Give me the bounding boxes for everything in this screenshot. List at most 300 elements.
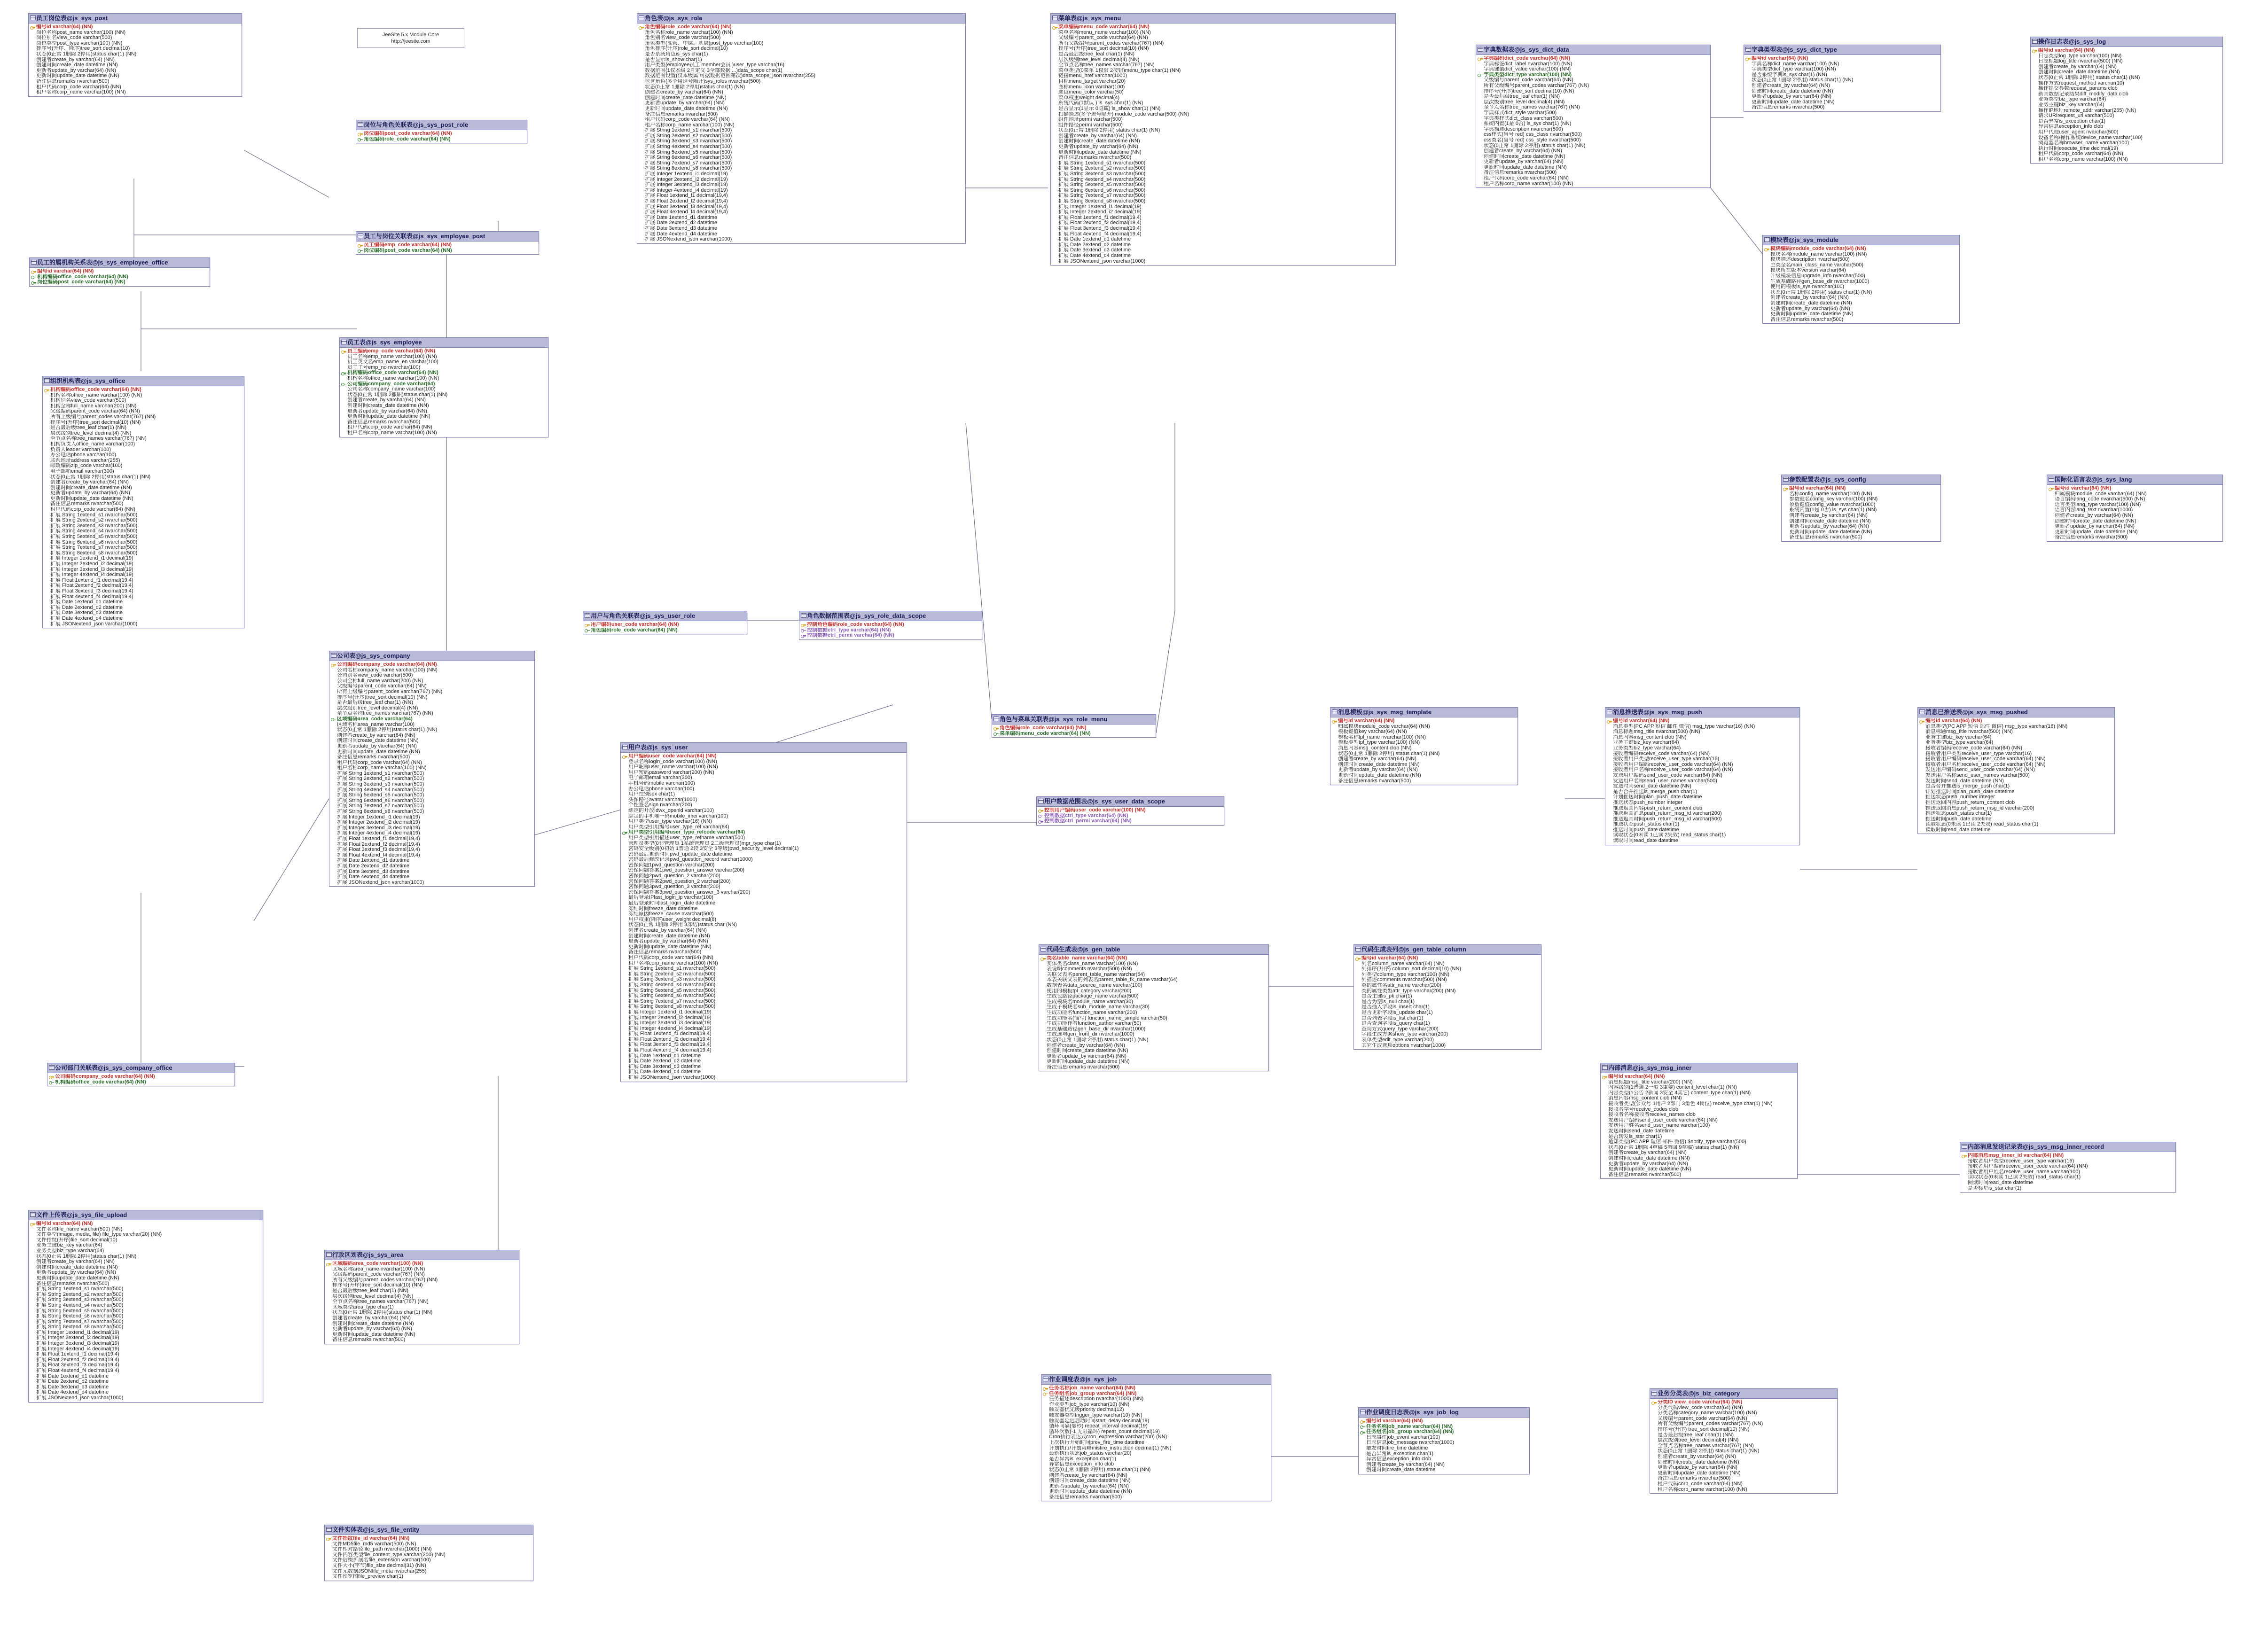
column	[1651, 1481, 1836, 1487]
column-label: 通知类型(PC APP 短信 邮件 微信) $notify_type varchar(500)	[1608, 1139, 1746, 1145]
column	[1355, 1010, 1540, 1016]
entity-header-biz_category	[1650, 1389, 1837, 1399]
column	[44, 583, 243, 589]
column-label: 发送用户编码send_user_code varchar(64) (NN)	[1608, 1117, 1718, 1123]
column-label: 用户密码password varchar(200) (NN)	[628, 770, 714, 775]
column	[1052, 144, 1394, 150]
entity-table-sys_dict_type[interactable]	[1744, 45, 1941, 112]
column	[1764, 290, 1958, 296]
column	[2032, 97, 2222, 102]
column-label: 创建时间create_date datetime (NN)	[1658, 1459, 1739, 1465]
column	[1040, 961, 1267, 967]
entity-table-sys_role_data_scope[interactable]	[799, 611, 982, 640]
column-label: 机构名称office_name varchar(100) (NN)	[50, 392, 142, 398]
foreign-key-icon	[49, 1080, 54, 1084]
column-label: 扩展 Float 4extend_f4 decimal(19,4)	[628, 1048, 712, 1053]
column-label: 登录名称login_code varchar(100) (NN)	[628, 759, 717, 764]
column-pk	[1042, 1386, 1270, 1391]
column-label: 状态(0正常 1删除 2停用) status char(1) (NN)	[1658, 1449, 1760, 1454]
column	[1606, 746, 1799, 751]
column	[1331, 746, 1517, 751]
column	[330, 760, 533, 766]
column	[30, 46, 241, 52]
column-label: 颜色menu_color varchar(50)	[1058, 90, 1124, 95]
column	[1040, 989, 1267, 994]
column-label: 循环间隔(毫秒) repeat_interval decimal(19)	[1049, 1424, 1148, 1429]
column-label: 扩展 Date 4extend_d4 datetime	[36, 1390, 109, 1395]
column-label: 排序号(升序)tree_sort decimal(10) (NN)	[1058, 46, 1149, 52]
entity-table-sys_file_entity[interactable]	[324, 1525, 533, 1581]
entity-table-sys_role[interactable]	[637, 13, 966, 244]
column-label: 绑定的开放Idwx_openid varchar(100)	[628, 808, 714, 813]
column-label: 任务名称job_name varchar(64) (NN)	[1366, 1424, 1453, 1429]
foreign-key-icon	[358, 249, 363, 252]
column	[1764, 317, 1958, 323]
column-label: 接收者用户名称receive_user_code varchar(64) (NN)	[1925, 762, 2046, 767]
column	[622, 1053, 906, 1059]
entity-table-sys_menu[interactable]	[1050, 13, 1396, 265]
column-label: 发送用户名称send_user_names varchar(500)	[1613, 778, 1717, 784]
column	[330, 668, 533, 673]
column-label: 表说明comments nvarchar(500) (NN)	[1047, 966, 1132, 972]
column-list	[329, 661, 534, 886]
column	[1606, 724, 1799, 730]
column	[30, 85, 241, 90]
column-label: 读取状态(0未读 1已读 2失效) read_status char(1)	[1613, 833, 1726, 838]
column	[1360, 1457, 1528, 1462]
column-pk	[1602, 1074, 1796, 1080]
column	[1745, 72, 1940, 78]
column-label: 分类代码view_code varchar(64) (NN)	[1658, 1405, 1743, 1410]
column	[1040, 1032, 1267, 1037]
column-label: 扩展 String 1extend_s1 nvarchar(500)	[50, 512, 138, 518]
column	[2032, 59, 2222, 64]
column	[341, 430, 547, 436]
column-label: 接收者用户类型receive_user_type varchar(16)	[1968, 1158, 2074, 1164]
column-label: 用户类型引用描述user_type_refname varchar(500)	[628, 835, 745, 841]
column-label: 扩展 String 1extend_s1 nvarchar(500)	[645, 128, 732, 133]
column	[30, 62, 241, 68]
column-label: 创建时间create_date datetime (NN)	[2055, 518, 2136, 524]
column-label: 扩展 Float 4extend_f4 decimal(19,4)	[337, 852, 420, 858]
entity-table-sys_job[interactable]	[1041, 1374, 1271, 1501]
entity-table-sys_employee_post[interactable]	[356, 231, 539, 255]
column-label: 全节点名称tree_names varchar(767) (NN)	[332, 1299, 429, 1305]
column-label: 扩展 Date 3extend_d3 datetime	[50, 610, 123, 616]
column-label: 类名table_name varchar(64) (NN)	[1047, 956, 1127, 961]
column	[1764, 279, 1958, 285]
column-label: 排序号(升序) tree_sort decimal(10) (NN)	[1658, 1426, 1750, 1432]
column-label: 菜单权重weight decimal(4)	[1058, 95, 1120, 101]
table-icon	[1764, 237, 1770, 242]
column	[1052, 41, 1394, 47]
column-pk	[30, 24, 241, 30]
column	[2032, 75, 2222, 81]
column	[1602, 1145, 1796, 1151]
column-label: 更新时间update_date datetime (NN)	[1608, 1167, 1691, 1172]
entity-table-sys_office[interactable]	[42, 376, 244, 628]
entity-table-sys_role_menu[interactable]	[992, 714, 1156, 738]
entity-header-sys_employee_office	[30, 258, 210, 268]
column-label: 扩展 String 6extend_s6 nvarchar(500)	[645, 155, 732, 161]
entity-title: 员工的属机构关系表@js_sys_employee_office	[37, 259, 168, 266]
column	[44, 529, 243, 534]
column	[1052, 101, 1394, 106]
column	[1651, 1438, 1836, 1443]
column	[1606, 735, 1799, 740]
entity-header-sys_user_role	[583, 611, 747, 621]
column	[30, 1352, 262, 1357]
column	[1331, 729, 1517, 735]
column-label: 扩展 Integer 3extend_i3 decimal(19)	[36, 1341, 119, 1347]
column-label: 角色编码role_code varchar(64) (NN)	[1000, 725, 1087, 731]
entity-table-sys_file_upload[interactable]	[28, 1210, 263, 1403]
table-icon	[326, 1252, 332, 1257]
entity-table-sys_employee_office[interactable]	[29, 257, 210, 287]
column-label: 编号id varchar(64) (NN)	[1366, 1418, 1423, 1424]
column	[1052, 188, 1394, 194]
column	[1783, 491, 1940, 497]
column	[30, 1259, 262, 1265]
column-list	[2047, 485, 2222, 541]
column-label: 扩展 Integer 4extend_i4 decimal(19)	[645, 187, 728, 193]
column-label: 接收者用户类型receive_user_type varchar(16)	[1613, 756, 1720, 762]
column	[1052, 123, 1394, 128]
column-label: 扩展 Date 1extend_d1 datetime	[1058, 237, 1131, 242]
column-label: 扩展 Date 1extend_d1 datetime	[337, 858, 410, 864]
note-line-2: http://jeesite.com	[391, 39, 430, 44]
entity-table-sys_log[interactable]	[2030, 37, 2223, 164]
column-list	[2031, 47, 2222, 163]
column-label: 办公电话phone varchar(100)	[50, 452, 117, 458]
column	[2048, 491, 2222, 497]
entity-table-gen_table[interactable]	[1039, 944, 1269, 1071]
column-label: 区域类型area_type char(1)	[332, 1304, 394, 1310]
column-label: 层次级别tree_level decimal(4) (NN)	[50, 430, 132, 436]
column	[638, 220, 964, 226]
primary-key-icon	[49, 1075, 54, 1079]
entity-title: 公司部门关联表@js_sys_company_office	[55, 1064, 172, 1071]
column	[638, 123, 964, 128]
column-label: 扩展 Integer 3extend_i3 decimal(19)	[50, 567, 133, 572]
entity-table-sys_msg_inner[interactable]	[1600, 1063, 1798, 1179]
column-label: 备注信息remarks nvarchar(500)	[36, 1281, 110, 1286]
entity-table-sys_module[interactable]	[1762, 235, 1960, 324]
column	[1477, 94, 1709, 100]
column-label: 是否异常is_exception char(1)	[1366, 1451, 1434, 1457]
column-label: 父级编号parent_code varchar(64) (NN)	[1658, 1416, 1747, 1421]
column-label: 扩展 String 5extend_s5 nvarchar(500)	[36, 1308, 124, 1314]
entity-header-sys_msg_inner	[1601, 1063, 1797, 1073]
column-label: 系统内置(1是 0否) is_sys char(1) (NN)	[1789, 507, 1877, 513]
entity-table-sys_post_role[interactable]	[356, 120, 527, 143]
table-icon	[49, 1065, 55, 1070]
table-icon	[1040, 947, 1046, 951]
column-label: 扩展 JSONextend_json varchar(1000)	[337, 880, 424, 885]
column-label: 状态(0正常 1删除 2停用 3冻结)status char (NN)	[628, 922, 737, 928]
column-pk	[1355, 956, 1540, 961]
column-label: 推送返回内容push_return_content clob	[1925, 800, 2015, 805]
column	[30, 1314, 262, 1319]
column-label: 操作提交参数request_params clob	[2038, 86, 2118, 92]
column	[1919, 767, 2113, 773]
primary-key-icon	[585, 623, 590, 627]
relationship-line-0	[134, 179, 357, 235]
column	[1745, 78, 1940, 83]
column	[1040, 983, 1267, 989]
column	[622, 1069, 906, 1075]
column	[1745, 62, 1940, 67]
column	[1602, 1096, 1796, 1101]
column	[1651, 1460, 1836, 1465]
column	[1606, 827, 1799, 833]
column-fk	[993, 731, 1155, 737]
column	[1040, 1010, 1267, 1016]
column-label: 区域名称area_name nvarchar(100) (NN)	[332, 1266, 425, 1272]
entity-table-sys_msg_pushed[interactable]	[1917, 707, 2115, 834]
primary-key-icon	[622, 755, 627, 758]
entity-table-sys_dict_data[interactable]	[1476, 45, 1711, 188]
column-label: 扩展 Integer 2extend_i2 decimal(19)	[645, 177, 728, 182]
column-label: 扩展 String 7extend_s7 nvarchar(500)	[628, 998, 716, 1004]
column-label: 名称config_name varchar(100) (NN)	[1789, 491, 1872, 497]
column-fk	[341, 382, 547, 387]
column-label: 扩展 Date 1extend_d1 datetime	[645, 215, 718, 220]
entity-table-sys_msg_push[interactable]	[1605, 707, 1800, 845]
column-label: 扩展 String 1extend_s1 nvarchar(500)	[36, 1286, 124, 1292]
column-label: 更新时间update_date datetime (NN)	[347, 414, 430, 420]
column	[1040, 977, 1267, 983]
column	[1477, 181, 1709, 187]
entity-table-gen_table_column[interactable]	[1353, 944, 1541, 1050]
column	[326, 1542, 532, 1547]
column-label: 其它生成选项options nvarchar(1000)	[1361, 1043, 1446, 1048]
column	[44, 545, 243, 551]
column	[622, 803, 906, 808]
column	[44, 398, 243, 404]
column-label: css类名(冒号 red) css_style nvarchar(500)	[1484, 137, 1581, 143]
column	[326, 1574, 532, 1580]
column	[1602, 1139, 1796, 1145]
column	[1052, 237, 1394, 242]
table-icon	[1360, 1410, 1366, 1414]
entity-header-sys_file_entity	[325, 1525, 533, 1535]
column	[1355, 994, 1540, 999]
column-label: 文件内容类型file_content_type varchar(200) (NN)	[332, 1552, 446, 1558]
column-label: 排序号(升序)tree_sort decimal(10) (NN)	[332, 1283, 423, 1288]
column-label: 创建者create_by varchar(64) (NN)	[1047, 1043, 1125, 1048]
column-idx	[1038, 818, 1223, 824]
table-icon	[358, 234, 363, 238]
column	[1745, 67, 1940, 72]
primary-key-icon	[801, 623, 806, 627]
column-label: 是否转发is_star char(1)	[1608, 1134, 1662, 1139]
column	[622, 797, 906, 803]
entity-table-sys_user[interactable]	[620, 742, 907, 1082]
column	[622, 982, 906, 988]
column-label: 扩展 String 5extend_s5 nvarchar(500)	[1058, 182, 1146, 188]
column	[1961, 1180, 2175, 1186]
column-label: 更新时间update_date datetime (NN)	[1058, 149, 1142, 155]
column-label: 全节点名称tree_names varchar(767) (NN)	[1484, 105, 1580, 110]
column	[1042, 1402, 1270, 1408]
column	[1052, 95, 1394, 101]
entity-table-sys_config[interactable]	[1781, 475, 1941, 542]
column-label: 租户名称corp_name varchar(100) (NN)	[1484, 181, 1573, 187]
column	[622, 922, 906, 928]
column-label: 扩展 Date 1extend_d1 datetime	[50, 600, 123, 605]
column	[30, 1286, 262, 1292]
entity-title: 消息推送表@js_sys_msg_push	[1613, 709, 1702, 716]
column	[44, 458, 243, 464]
column-label: 接收者用户编码receive_user_code varchar(64) (NN)	[1925, 756, 2046, 762]
entity-header-sys_user_data_scope	[1037, 797, 1224, 807]
entity-table-sys_job_log[interactable]	[1358, 1407, 1530, 1474]
column	[622, 972, 906, 977]
column	[30, 1363, 262, 1368]
table-icon	[331, 653, 336, 658]
column	[1651, 1443, 1836, 1449]
column-label: 备注信息remarks nvarchar(500)	[1058, 155, 1132, 161]
column	[1052, 106, 1394, 112]
column	[638, 73, 964, 79]
column-label: 触发器延迟启动时间start_delay decimal(19)	[1049, 1418, 1150, 1424]
column	[1052, 232, 1394, 237]
column	[1602, 1167, 1796, 1172]
column	[44, 447, 243, 453]
column-label: 更新时间update_date datetime (NN)	[1338, 772, 1421, 778]
column	[638, 166, 964, 171]
column-label: 内部消息msg_inner_id varchar(64) (NN)	[1968, 1153, 2064, 1158]
entity-table-sys_user_data_scope[interactable]	[1036, 796, 1224, 826]
column	[1331, 756, 1517, 762]
column-label: 创建时间create_date datetime (NN)	[36, 62, 118, 68]
primary-key-icon	[326, 1262, 331, 1266]
column-label: 备注信息remarks nvarchar(500)	[628, 950, 702, 955]
column	[1477, 121, 1709, 127]
table-icon	[1651, 1391, 1657, 1395]
column-label: 接收者用户编码receive_user_code varchar(64) (NN)	[1968, 1164, 2088, 1169]
column-label: 语言内容lang_text nvarchar(1000)	[2055, 507, 2133, 513]
column-label: 发送时间send_date datetime (NN)	[1613, 784, 1691, 789]
column	[1040, 1021, 1267, 1027]
entity-table-sys_user_role[interactable]	[583, 611, 747, 634]
column	[638, 232, 964, 237]
column	[1961, 1169, 2175, 1175]
primary-key-icon	[1602, 1075, 1607, 1079]
column	[30, 1357, 262, 1363]
table-icon	[30, 1212, 36, 1217]
column-label: 字典类型dict_type varchar(100) (NN)	[1752, 67, 1836, 72]
entity-header-sys_job_log	[1359, 1408, 1529, 1418]
column	[1919, 740, 2113, 746]
entity-table-sys_lang[interactable]	[2047, 475, 2223, 542]
table-icon	[1602, 1065, 1608, 1070]
column-label: 所有父级编号parent_codes varchar(767) (NN)	[1058, 40, 1164, 46]
column-label: 租户名称corp_name varchar(100) (NN)	[337, 765, 427, 771]
entity-table-sys_post[interactable]	[28, 13, 242, 97]
column-label: 更新者update_by varchar(64) (NN)	[1047, 1053, 1126, 1059]
column-pk	[357, 242, 538, 248]
column	[330, 765, 533, 771]
column-label: 列类型column_type varchar(100) (NN)	[1361, 972, 1450, 977]
column	[30, 1379, 262, 1385]
column-label: 创建时间create_date datetime (NN)	[2038, 70, 2120, 75]
column-label: 扩展 String 7extend_s7 nvarchar(500)	[645, 160, 732, 166]
column-label: 计划执行/计划策略misfire_instruction decimal(1) (NN)	[1049, 1445, 1172, 1451]
entity-title: 员工表@js_sys_employee	[347, 339, 422, 346]
column-label: 创建者create_by varchar(64) (NN)	[36, 1259, 115, 1265]
column	[1764, 257, 1958, 263]
column-label: 编号id varchar(64) (NN)	[1338, 718, 1395, 724]
column-label: 推送时间push_date datetime	[1613, 827, 1679, 833]
column	[1052, 248, 1394, 253]
column-list	[1960, 1152, 2175, 1192]
entity-table-biz_category[interactable]	[1650, 1388, 1838, 1494]
column	[1052, 177, 1394, 183]
column-list	[1605, 717, 1799, 845]
column	[44, 572, 243, 578]
column-label: 菜单类型(0菜单 1权限 2按钮)menu_type char(1) (NN)	[1058, 68, 1181, 73]
column	[30, 73, 241, 79]
entity-table-sys_msg_template[interactable]	[1330, 707, 1518, 785]
column-label: 使用的模板is_sys nvarchar(100)	[1770, 284, 1845, 290]
column	[622, 884, 906, 890]
column	[638, 35, 964, 41]
entity-table-sys_msg_inner_record[interactable]	[1960, 1142, 2176, 1192]
column-label: 员工工号emp_no nvarchar(100)	[347, 365, 421, 370]
column-label: 字典键值dict_value varchar(100) (NN)	[1484, 67, 1571, 72]
column-label: 计划推送时间plan_push_date datetime	[1613, 795, 1702, 800]
column-label: 业务类型biz_type varchar(64)	[2038, 97, 2106, 102]
column-fk	[31, 280, 209, 285]
column	[30, 1374, 262, 1379]
column	[44, 463, 243, 469]
column-label: 状态(0正常 1删除 2停用) status char(1) (NN)	[1049, 1467, 1151, 1473]
column-label: 更新者update_by varchar(64) (NN)	[36, 1270, 116, 1276]
column-label: 是否系统字典is_sys char(1) (NN)	[1752, 72, 1827, 78]
column-label: 创建时间create_date datetime	[1366, 1467, 1436, 1473]
column-label: 备注信息remarks nvarchar(500)	[1484, 170, 1557, 176]
column	[1602, 1101, 1796, 1107]
column	[638, 46, 964, 52]
column	[326, 1267, 518, 1272]
entity-table-sys_company[interactable]	[329, 651, 535, 887]
column-label: 接收者用户名称receive_user_code varchar(64) (NN)	[1613, 767, 1733, 773]
column-label: 更新者update_by varchar(64) (NN)	[347, 408, 427, 414]
column-label: 接收者用户类型receive_user_type varchar(16)	[1925, 751, 2032, 756]
entity-table-sys_area[interactable]	[324, 1250, 519, 1344]
column-label: 密保问题答案1pwd_question_answer varchar(200)	[628, 868, 744, 873]
column-label: 语言编码lang_code nvarchar(500) (NN)	[2055, 497, 2145, 502]
column	[44, 485, 243, 491]
column-label: 扩展 Integer 2extend_i2 decimal(19)	[628, 1015, 712, 1021]
column	[638, 226, 964, 232]
column	[638, 68, 964, 74]
column-label: 密码最后修改记录pwd_question_record varchar(1000)	[628, 857, 753, 863]
column-label: 更新时间update_date datetime (NN)	[1770, 312, 1854, 317]
column-label: 层次级别tree_level decimal(4) (NN)	[337, 705, 418, 711]
entity-table-sys_employee[interactable]	[339, 337, 548, 437]
column-label: 是否标星is_star char(1)	[1968, 1185, 2022, 1191]
column-label: 扩展 Integer 2extend_i2 decimal(19)	[36, 1335, 119, 1341]
column	[1477, 138, 1709, 143]
column-label: 模板类型tpl_type varchar(100) (NN)	[1338, 740, 1420, 746]
column-label: 是否主键is_pk char(1)	[1361, 994, 1412, 999]
column	[1477, 159, 1709, 165]
column	[1919, 729, 2113, 735]
entity-table-sys_company_office[interactable]	[47, 1063, 235, 1086]
